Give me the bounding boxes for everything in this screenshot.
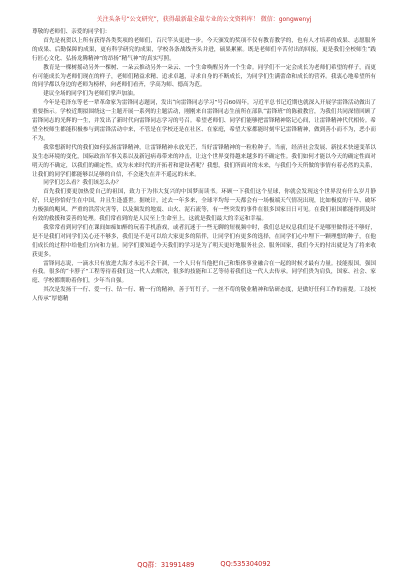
paragraph: 其次是发扬干一行、爱一行、钻一行、精一行的精神，善于钉钉子。一丝不苟的敬业精神和钻研态度，是做好任何工作的前提。工技校人传承“厚德精 — [32, 287, 376, 303]
qq-number-text: QQ:535304092 — [220, 560, 271, 568]
header-banner: 关注头条号“公文研究”，获得最新最全最专业的公文资料库！ 微信：gongwenyj — [96, 15, 312, 23]
paragraph: 我常想新时代的我们如何弘扬雷锋精神，让雷锋精神永放光芒，当好雷锋精神的一粒粒种子。当前，经济社会发展、新技术快速变革以及生态环境的变化，国际政治军事关系以及新冠病毒带来的冲击，让这个世界变得越来越多的不确定性。我们如何才能以今天的确定性面对明天的不确定，以我们的确定性，成为未来时代的开拓者和建设者呢？我想，我们所面对的未来，与我们今天所做的事情有着必然的关系，让我们的同学们都能够以足够的自信，不会迷失在并不遥远的未来。 — [32, 144, 376, 178]
qq-group-text: QQ群：31991489 — [137, 561, 195, 569]
paragraph: 教育是一棵树摇动另外一棵树、一朵云推动另外一朵云、一个生命唤醒另外一个生命。同学们不一定会成长为老师们希望的样子，而更有可能成长为老师们现在的样子，老师们精益求精、追求卓越，寻求自身的不断成长，为同学们生满蕾命和成长的营养。我衷心地希望所有的同学都以身边的老师为榜样，向老师们看齐，学高为师、德高为范。 — [32, 64, 376, 89]
footer-contact — [0, 556, 408, 572]
paragraph: 雷锋同志说，一滴水只有放进大海才永远不会干涸，一个人只有当他把自己和集体事业融合在一起的时候才最有力量。技能报国，强国有我。很多的“卡脖子”工程等待着我们这一代人去解决，很多的技能和工艺等待着我们这一代人去传承。同学们贵为肩负，国家、社会、家庭、学校都期盼着你们，少年当自强。 — [32, 260, 376, 285]
paragraph: 我常常看到同学们在课间如痴如醉的玩着手机游戏，或者沉迷于一些无聊的短视频中时，我们总是叹息我们是不是哪里做得还不够好，是不是我们对同学们关心还不够多，我们是不是可以给大家更多的陪伴，让同学们有更多的选择，在同学们心中埋下一颗理想的种子，在他们成长的过程中给他们方向和力量。同学们要知道今天我们的学习是为了明天更好地服务社会、服务国家，我们今天的付出就是为了将来收获更多。 — [32, 224, 376, 258]
paragraph: 今年是毛泽东等老一辈革命家为雷锋同志题词，发出“向雷锋同志学习”号召60周年。习近平总书记近期也就深入开展学雷锋活动做出了重要指示。学校近期拟围绕这一主题开展一系列的主题活动，刚刚来自雷锋同志生前所在部队“雷锋班”的陈毅教官，为我们共同深情回顾了雷锋同志的光辉的一生，并发出了新时代向雷锋同志学习的号召。希望老师们、同学们能够把雷锋精神铭记心间，让雷锋精神代代相传。希望全校师生都能积极参与到雷锋活动中来，不管是在学校还是在社区、在家庭，希望大家都能时刻牢记雷锋精神，做到善小而不为，恶小而不为。 — [32, 100, 376, 142]
paragraph: 首先是祝贺以上所有获得各类奖项的老师们，百尺竿头更进一步。今天颁发的奖项不仅有教育教学的，也有人才培养的成果、志愿服务的成果、后勤保障的成果，更有科学研究的成果，学校各条战线齐头并进，硕果累累。既是老师们辛苦付出的回报，更是我们全校师生“践行匠心文化、弘扬龙腾精神”的昂扬“精气神”的真实写照。 — [32, 37, 376, 62]
paragraph: 同学们怎么看？我们该怎么办？ — [43, 180, 122, 187]
document-body — [32, 28, 376, 548]
paragraph: 首先我们要更加热爱自己的祖国，致力于为伟大复兴的中国梦而读书。环顾一下我们这个星球，你就会发现这个世界没有什么岁月静好，只是你恰好生在中国，并且生逢盛世。据统计，过去一年多来，全球平均每一天都会有一场极端天气情况出现，比如极度的干旱、破坏力极强的飓风、严重的洪涝灾害等，以及频发的地震、山火、泥石流等，有一些突发的事件在很多国家日日可见。在我们祖国都能得到及时有效的救援和妥善的处理。我们常看到的是人民至上生命至上，这就是我们最大的幸运和幸福。 — [32, 189, 376, 223]
salutation: 尊敬的老师们、亲爱的同学们： — [32, 29, 111, 35]
paragraph: 建议全场的同学们为老师们掌声加油。 — [43, 91, 139, 98]
